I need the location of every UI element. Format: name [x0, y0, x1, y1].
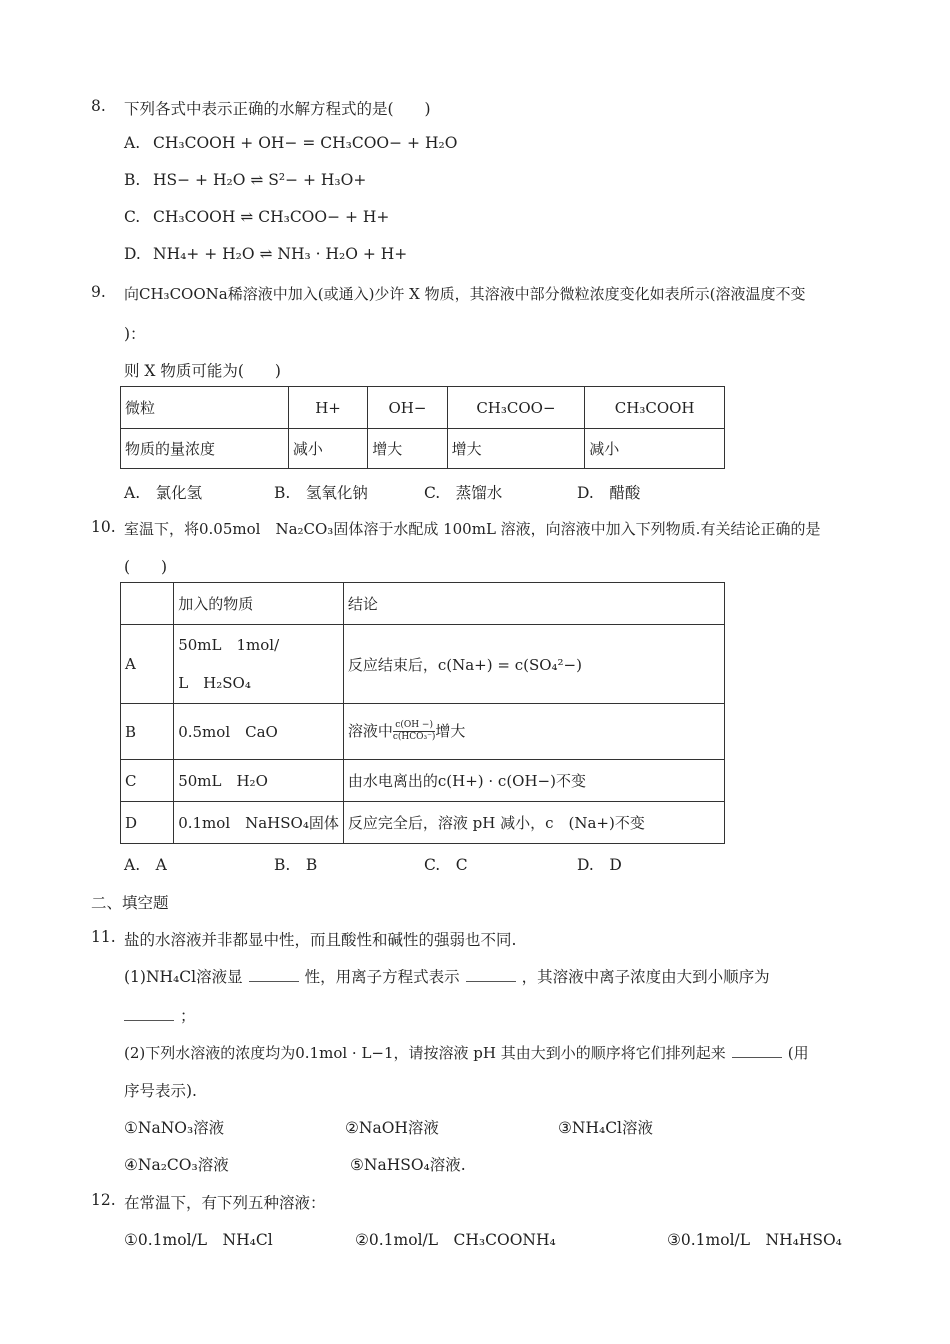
q10-option-c-label: C.	[424, 856, 441, 874]
q9-stem-line2: )：	[124, 325, 146, 343]
q12-stem: 在常温下，有下列五种溶液：	[124, 1194, 326, 1212]
q10-option-d-label: D.	[577, 856, 594, 874]
q10-option-a-label: A.	[124, 856, 141, 874]
q9-table-cell: 物质的量浓度	[121, 429, 289, 469]
q11-part2-line1: (2)下列水溶液的浓度均为0.1mol · L−1，请按溶液 pH 其由大到小的顺序将它们排列起来	[124, 1044, 726, 1062]
q10-row-b-post: 增大	[435, 721, 466, 740]
fraction-denominator: c(HCO₃⁻)	[392, 732, 436, 743]
q12-item: ①0.1mol/L NH₄Cl	[124, 1231, 273, 1249]
q10-row-conclusion: 反应结束后，c(Na+) = c(SO₄²−)	[343, 625, 724, 704]
q8-option-c-label: C.	[124, 208, 141, 226]
q10-table-row-d	[121, 802, 725, 844]
q8-option-b-text: HS− + H₂O ⇌ S²− + H₃O+	[153, 171, 367, 189]
q9-table-header-cell: OH−	[368, 387, 447, 429]
q10-table-header-cell	[121, 583, 174, 625]
q8-option-a-label: A.	[124, 134, 141, 152]
q10-option-d	[577, 853, 622, 875]
q10-row-key: B	[121, 704, 174, 760]
q9-stem-line3: 则 X 物质可能为( )	[124, 362, 281, 380]
q10-table-header-cell: 加入的物质	[174, 583, 344, 625]
q11-number: 11.	[91, 928, 116, 946]
answer-blank[interactable]	[249, 967, 299, 982]
q11-stem: 盐的水溶液并非都显中性，而且酸性和碱性的强弱也不同.	[124, 931, 517, 949]
q11-part2	[124, 1042, 809, 1063]
q12-number: 12.	[91, 1191, 116, 1209]
q11-item: ①NaNO₃溶液	[124, 1119, 225, 1137]
answer-blank[interactable]	[466, 967, 516, 982]
q8-option-d-text: NH₄+ + H₂O ⇌ NH₃ · H₂O + H+	[153, 245, 408, 263]
q10-stem-line2: ( )	[124, 558, 168, 576]
q9-table-header-row	[121, 387, 725, 429]
q9-option-c-label: C.	[424, 484, 441, 502]
q8-option-c-text: CH₃COOH ⇌ CH₃COO− + H+	[153, 208, 390, 226]
q9-table-cell: 减小	[288, 429, 367, 469]
q9-table-row	[121, 429, 725, 469]
q9-table-cell: 增大	[368, 429, 447, 469]
q10-row-conclusion: 反应完全后，溶液 pH 减小，c (Na+)不变	[343, 802, 724, 844]
q8-option-d-label: D.	[124, 245, 141, 263]
q11-item: ④Na₂CO₃溶液	[124, 1156, 229, 1174]
q8-option-a-text: CH₃COOH + OH− = CH₃COO− + H₂O	[153, 134, 458, 152]
q10-option-b-label: B.	[274, 856, 291, 874]
q11-item: ②NaOH溶液	[345, 1119, 439, 1137]
q10-table-row-c	[121, 760, 725, 802]
q9-option-c	[424, 481, 502, 503]
q9-table-cell: 减小	[585, 429, 725, 469]
q10-table	[120, 582, 725, 844]
q10-row-substance: 0.1mol NaHSO₄固体	[174, 802, 344, 844]
q10-row-conclusion	[343, 704, 724, 760]
q10-table-row-b	[121, 704, 725, 760]
q8-stem: 下列各式中表示正确的水解方程式的是( )	[124, 100, 431, 118]
q11-part1-end-mark: ；	[180, 1007, 196, 1025]
q9-option-d	[577, 481, 640, 503]
q8-number: 8.	[91, 97, 106, 115]
q10-option-c-text: C	[455, 856, 468, 874]
answer-blank[interactable]	[124, 1006, 174, 1021]
answer-blank[interactable]	[732, 1043, 782, 1058]
q9-option-b-text: 氢氧化钠	[305, 484, 368, 502]
q10-table-header-cell: 结论	[343, 583, 724, 625]
q11-item: ⑤NaHSO₄溶液.	[350, 1156, 466, 1174]
q10-row-substance: 50mL H₂O	[174, 760, 344, 802]
q10-option-a-text: A	[155, 856, 167, 874]
q10-row-b-fraction	[393, 720, 436, 743]
q9-option-a-text: 氯化氢	[155, 484, 203, 502]
q12-item: ②0.1mol/L CH₃COONH₄	[355, 1231, 556, 1249]
q10-row-a-substance-l1: 50mL 1mol/	[178, 636, 280, 654]
q10-stem-line1: 室温下，将0.05mol Na₂CO₃固体溶于水配成 100mL 溶液，向溶液中加入下列物质.有关结论正确的是	[124, 520, 821, 538]
q9-stem-line1: 向CH₃COONa稀溶液中加入(或通入)少许 X 物质，其溶液中部分微粒浓度变化如表所示(溶液温度不变	[124, 285, 806, 303]
q10-option-b	[274, 853, 317, 875]
q10-option-c	[424, 853, 468, 875]
q11-part1-a: (1)NH₄Cl溶液显	[124, 968, 243, 986]
q9-option-b-label: B.	[274, 484, 291, 502]
q11-part2-tail: (用	[787, 1044, 809, 1062]
q9-table	[120, 386, 725, 469]
q10-option-d-text: D	[609, 856, 622, 874]
q9-option-d-label: D.	[577, 484, 594, 502]
q9-table-header-cell: CH₃COO−	[447, 387, 585, 429]
q10-row-substance: 0.5mol CaO	[174, 704, 344, 760]
q10-row-key: C	[121, 760, 174, 802]
q9-option-c-text: 蒸馏水	[455, 484, 503, 502]
q11-part1-end	[124, 1004, 196, 1026]
fraction-numerator: c(OH −)	[393, 720, 436, 732]
q9-table-header-cell: CH₃COOH	[585, 387, 725, 429]
q11-part1-c: ，其溶液中离子浓度由大到小顺序为	[521, 968, 770, 986]
q8-option-b-label: B.	[124, 171, 141, 189]
q9-option-b	[274, 481, 368, 503]
q9-table-header-cell: 微粒	[121, 387, 289, 429]
q10-option-a	[124, 853, 167, 875]
q9-option-d-text: 醋酸	[609, 484, 641, 502]
q11-part1-b: 性，用离子方程式表示	[304, 968, 460, 986]
q9-number: 9.	[91, 283, 106, 301]
q9-option-a	[124, 481, 202, 503]
section-heading: 二、填空题	[91, 894, 169, 912]
q9-table-cell: 增大	[447, 429, 585, 469]
q10-row-conclusion: 由水电离出的c(H+) · c(OH−)不变	[343, 760, 724, 802]
q10-row-b-pre: 溶液中	[347, 721, 393, 740]
q10-table-row-a	[121, 625, 725, 704]
q10-row-key: D	[121, 802, 174, 844]
q12-item: ③0.1mol/L NH₄HSO₄	[667, 1231, 842, 1249]
q10-row-a-substance-l2: L H₂SO₄	[178, 674, 251, 692]
q11-part1	[124, 965, 770, 987]
q11-part2-line2: 序号表示).	[124, 1082, 197, 1100]
q10-option-b-text: B	[305, 856, 318, 874]
q9-table-header-cell: H+	[288, 387, 367, 429]
q10-row-key: A	[121, 625, 174, 704]
q10-table-header-row	[121, 583, 725, 625]
q10-row-substance	[174, 625, 344, 704]
q9-option-a-label: A.	[124, 484, 141, 502]
q10-number: 10.	[91, 518, 116, 536]
q11-item: ③NH₄Cl溶液	[558, 1119, 654, 1137]
